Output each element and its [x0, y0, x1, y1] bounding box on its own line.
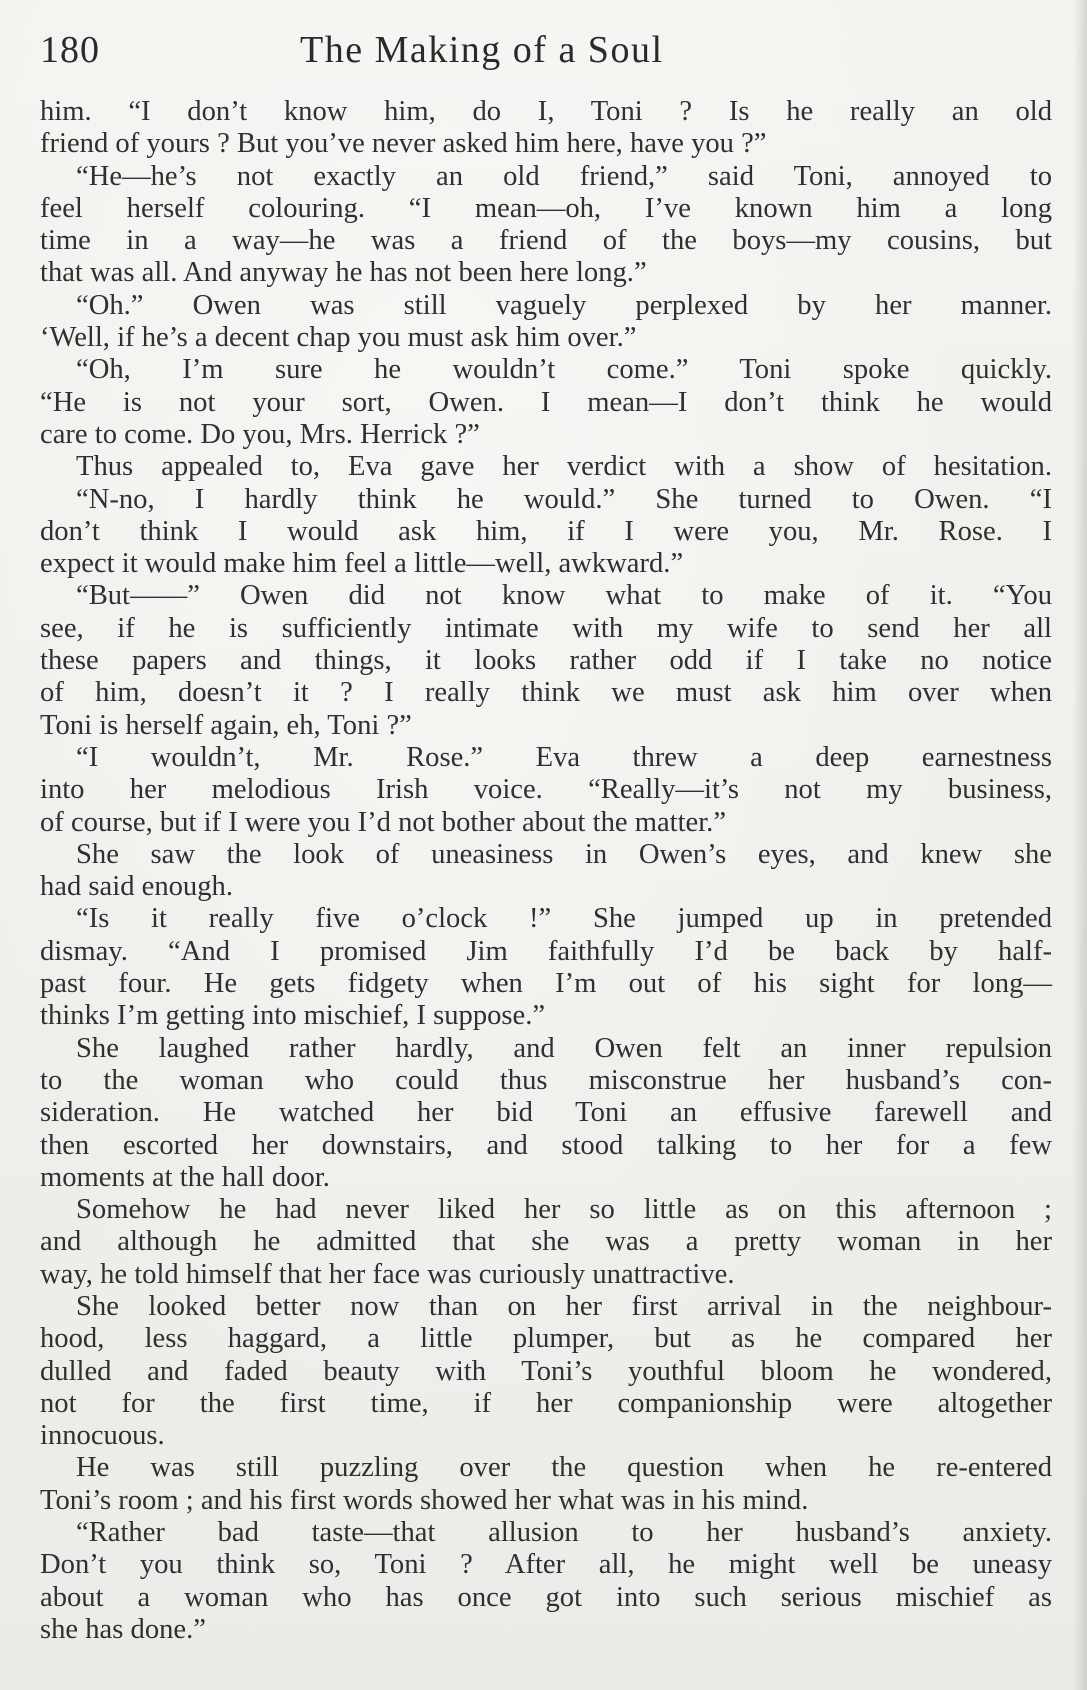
text-line: time in a way—he was a friend of the boys—my cousins, but	[40, 225, 1052, 257]
text-line: hood, less haggard, a little plumper, but as he compared her	[40, 1323, 1052, 1355]
text-line: past four. He gets fidgety when I’m out of his sight for long—	[40, 968, 1052, 1000]
text-line: care to come. Do you, Mrs. Herrick ?”	[40, 418, 480, 450]
text-line: moments at the hall door.	[40, 1161, 330, 1193]
text-line: “He—he’s not exactly an old friend,” said Toni, annoyed to	[76, 160, 1052, 192]
text-line: “Rather bad taste—that allusion to her husband’s anxiety.	[76, 1517, 1052, 1549]
text-line: way, he told himself that her face was curiously unattractive.	[40, 1258, 735, 1290]
text-line: dulled and faded beauty with Toni’s youthful bloom he wondered,	[40, 1355, 1052, 1387]
running-title: The Making of a Soul	[300, 29, 664, 71]
text-line: these papers and things, it looks rather odd if I take no notice	[40, 645, 1052, 677]
text-line: ‘Well, if he’s a decent chap you must ask him over.”	[40, 322, 637, 354]
text-line: “N-no, I hardly think he would.” She turned to Owen. “I	[76, 483, 1052, 515]
text-line: him. “I don’t know him, do I, Toni ? Is he really an old	[40, 96, 1052, 127]
text-line: not for the first time, if her companionship were altogether	[40, 1387, 1052, 1419]
text-line: Toni’s room ; and his first words showed her what was in his mind.	[40, 1484, 809, 1516]
text-line: of him, doesn’t it ? I really think we must ask him over when	[40, 677, 1052, 709]
text-line: innocuous.	[40, 1420, 165, 1452]
page-number: 180	[40, 29, 100, 71]
text-line: He was still puzzling over the question when he re-entered	[76, 1452, 1052, 1484]
text-line: “But——” Owen did not know what to make of it. “You	[76, 580, 1052, 612]
text-line: Toni is herself again, eh, Toni ?”	[40, 709, 412, 741]
text-line: into her melodious Irish voice. “Really—it’s not my business,	[40, 774, 1052, 806]
text-line: feel herself colouring. “I mean—oh, I’ve known him a long	[40, 192, 1052, 224]
page-header	[40, 28, 1050, 88]
text-line: don’t think I would ask him, if I were you, Mr. Rose. I	[40, 515, 1052, 547]
text-line: “He is not your sort, Owen. I mean—I don’t think he would	[40, 386, 1052, 418]
text-line: had said enough.	[40, 871, 233, 903]
text-line: dismay. “And I promised Jim faithfully I’d be back by half-	[40, 935, 1052, 967]
text-line: to the woman who could thus misconstrue her husband’s con-	[40, 1064, 1052, 1096]
text-line: “Oh.” Owen was still vaguely perplexed by her manner.	[76, 289, 1052, 321]
text-line: “Is it really five o’clock !” She jumped up in pretended	[76, 903, 1052, 935]
text-line: “Oh, I’m sure he wouldn’t come.” Toni spoke quickly.	[76, 354, 1052, 386]
text-line: sideration. He watched her bid Toni an effusive farewell and	[40, 1097, 1052, 1129]
page-edge-shadow	[1073, 0, 1087, 1690]
text-line: She laughed rather hardly, and Owen felt an inner repulsion	[76, 1032, 1052, 1064]
text-line: and although he admitted that she was a pretty woman in her	[40, 1226, 1052, 1258]
text-line: about a woman who has once got into such serious mischief as	[40, 1581, 1052, 1613]
text-line: She looked better now than on her first arrival in the neighbour-	[76, 1290, 1052, 1322]
text-line: thinks I’m getting into mischief, I suppose.”	[40, 1000, 546, 1032]
text-line: “I wouldn’t, Mr. Rose.” Eva threw a deep earnestness	[76, 741, 1052, 773]
text-line: Somehow he had never liked her so little as on this afternoon ;	[76, 1194, 1052, 1226]
text-line: friend of yours ? But you’ve never asked him here, have you ?”	[40, 128, 767, 160]
body-text	[40, 96, 1052, 1646]
text-line: see, if he is sufficiently intimate with my wife to send her all	[40, 612, 1052, 644]
text-line: expect it would make him feel a little—well, awkward.”	[40, 548, 684, 580]
text-line: that was all. And anyway he has not been here long.”	[40, 257, 647, 289]
text-line: She saw the look of uneasiness in Owen’s eyes, and knew she	[76, 838, 1052, 870]
text-line: Don’t you think so, Toni ? After all, he might well be uneasy	[40, 1549, 1052, 1581]
text-line: she has done.”	[40, 1613, 206, 1645]
text-line: Thus appealed to, Eva gave her verdict with a show of hesitation.	[76, 451, 1052, 483]
text-line: of course, but if I were you I’d not bother about the matter.”	[40, 806, 727, 838]
text-line: then escorted her downstairs, and stood talking to her for a few	[40, 1129, 1052, 1161]
